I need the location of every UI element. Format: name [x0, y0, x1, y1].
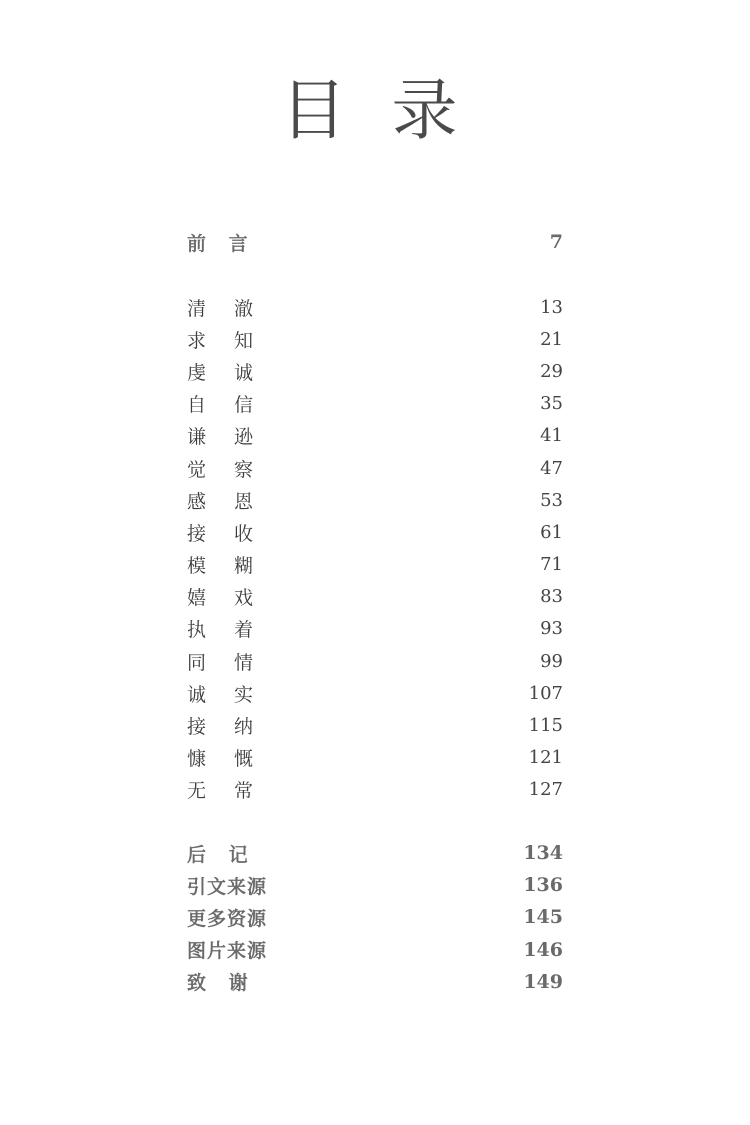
toc-entry-label: 同 情: [187, 651, 265, 674]
toc-entry[interactable]: [187, 966, 563, 998]
toc-entry-label: 更多资源: [187, 907, 268, 930]
toc-chapters: [187, 291, 563, 806]
toc-entry[interactable]: [187, 516, 563, 548]
toc-entry-page: 41: [540, 425, 563, 447]
toc-entry[interactable]: [187, 934, 563, 966]
toc-entry-page: 136: [523, 874, 563, 897]
toc-entry[interactable]: [187, 291, 563, 323]
toc-preface: [187, 226, 563, 258]
toc-entry[interactable]: [187, 837, 563, 869]
toc-entry-page: 107: [528, 682, 563, 704]
toc-entry-label: 慷 慨: [187, 748, 265, 771]
toc-entry-label: 嬉 戏: [187, 587, 265, 610]
toc-entry-page: 13: [540, 296, 563, 318]
toc-entry[interactable]: [187, 420, 563, 452]
toc-entry[interactable]: [187, 613, 563, 645]
toc-entry-label: 虔 诚: [187, 361, 265, 384]
toc-entry-page: 29: [540, 360, 563, 382]
toc-entry-label: 感 恩: [187, 490, 265, 513]
toc-entry-page: 71: [540, 554, 563, 576]
toc-entry-page: 35: [540, 393, 563, 415]
toc-entry-page: 149: [523, 970, 563, 993]
toc-entry-label: 前 言: [187, 232, 256, 255]
toc-entry-page: 99: [540, 650, 563, 672]
toc-entry[interactable]: [187, 901, 563, 933]
toc-entry[interactable]: [187, 549, 563, 581]
toc-entry[interactable]: [187, 581, 563, 613]
toc-entry-page: 134: [523, 842, 563, 865]
toc-entry-label: 接 收: [187, 522, 265, 545]
toc-entry[interactable]: [187, 226, 563, 258]
toc-entry-page: 53: [540, 489, 563, 511]
toc-backmatter: [187, 837, 563, 998]
toc-entry-label: 执 着: [187, 619, 265, 642]
toc-entry-page: 93: [540, 618, 563, 640]
toc-entry[interactable]: [187, 452, 563, 484]
toc-entry-label: 致 谢: [187, 972, 256, 995]
toc-entry-label: 清 澈: [187, 297, 265, 320]
toc-entry[interactable]: [187, 869, 563, 901]
toc-entry-label: 自 信: [187, 394, 265, 417]
toc-entry[interactable]: [187, 709, 563, 741]
toc-entry-page: 21: [540, 328, 563, 350]
toc-entry-label: 模 糊: [187, 555, 265, 578]
toc-entry-page: 121: [528, 747, 563, 769]
toc-entry-label: 觉 察: [187, 458, 265, 481]
toc-entry-label: 诚 实: [187, 683, 265, 706]
page-title: 目 录: [280, 72, 470, 149]
toc-entry-page: 146: [523, 938, 563, 961]
toc-entry[interactable]: [187, 677, 563, 709]
toc-entry-label: 图片来源: [187, 940, 268, 963]
toc-entry-label: 求 知: [187, 329, 265, 352]
toc-entry-page: 127: [528, 779, 563, 801]
toc-entry[interactable]: [187, 645, 563, 677]
toc-entry-page: 61: [540, 521, 563, 543]
toc-entry[interactable]: [187, 742, 563, 774]
toc-entry-page: 145: [523, 906, 563, 929]
toc-entry-label: 引文来源: [187, 875, 268, 898]
toc-entry-label: 谦 逊: [187, 426, 265, 449]
toc-entry[interactable]: [187, 323, 563, 355]
toc-entry-page: 47: [540, 457, 563, 479]
toc-entry-page: 115: [528, 715, 563, 737]
toc-entry[interactable]: [187, 388, 563, 420]
toc-entry-page: 83: [540, 586, 563, 608]
toc-entry-label: 无 常: [187, 780, 265, 803]
toc-entry-page: 7: [549, 231, 563, 254]
toc-entry-label: 后 记: [187, 843, 256, 866]
toc-entry[interactable]: [187, 355, 563, 387]
toc-entry-label: 接 纳: [187, 716, 265, 739]
toc-entry[interactable]: [187, 774, 563, 806]
toc-entry[interactable]: [187, 484, 563, 516]
